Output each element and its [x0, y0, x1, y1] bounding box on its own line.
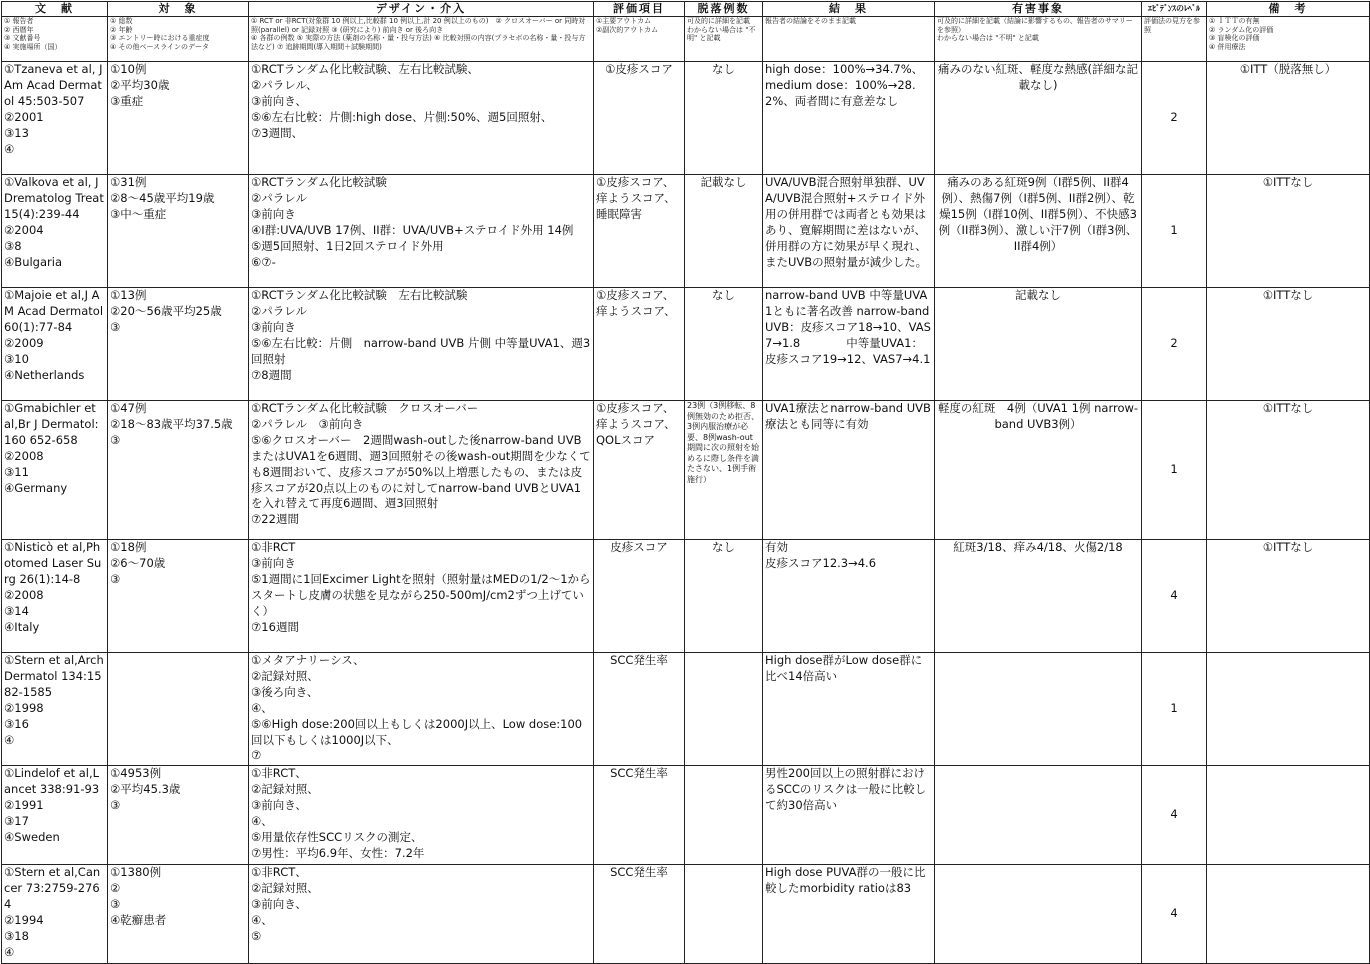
header-design: デザイン・介入	[249, 2, 594, 17]
cell-result: High dose群がLow dose群に比べ14倍高い	[763, 653, 935, 766]
header-dropout: 脱落例数	[685, 2, 763, 17]
cell-adverse: 紅斑3/18、痒み4/18、火傷2/18	[935, 540, 1142, 653]
header-note-evaluation: ①主要アウトカム ②副次的アウトカム	[594, 17, 685, 62]
cell-evidence-level: 4	[1142, 865, 1207, 964]
cell-result: UVA1療法とnarrow-band UVB療法とも同等に有効	[763, 401, 935, 540]
table-row	[2, 540, 1370, 653]
cell-evidence-level: 1	[1142, 653, 1207, 766]
cell-subject: ①18例 ②6～70歳 ③	[108, 540, 249, 653]
header-note-subject: ① 総数 ② 年齢 ③ エントリー時における重症度 ④ その他ベースラインのデータ	[108, 17, 249, 62]
cell-evidence-level: 4	[1142, 540, 1207, 653]
cell-dropout: 記載なし	[685, 175, 763, 288]
cell-reference: ①Nisticò et al,Photomed Laser Surg 26(1):14-8 ②2008 ③14 ④Italy	[2, 540, 108, 653]
cell-evidence-level: 1	[1142, 401, 1207, 540]
cell-dropout	[685, 653, 763, 766]
header-note-row	[2, 17, 1370, 62]
cell-evaluation: SCC発生率	[594, 653, 685, 766]
header-evaluation: 評価項目	[594, 2, 685, 17]
cell-result: high dose：100%→34.7%、 medium dose：100%→28.2%、両者間に有意差なし	[763, 62, 935, 175]
table-row	[2, 653, 1370, 766]
cell-reference: ①Majoie et al,J AM Acad Dermatol 60(1):77-84 ②2009 ③10 ④Netherlands	[2, 288, 108, 401]
cell-adverse: 痛みのない紅斑、軽度な熱感(詳細な記載なし)	[935, 62, 1142, 175]
cell-adverse	[935, 766, 1142, 865]
header-note-adverse: 可及的に詳細を記載（結論に影響するもの、報告者のサマリーを参照） わからない場合は "不明" と記載	[935, 17, 1142, 62]
table-row	[2, 62, 1370, 175]
cell-remarks	[1207, 653, 1370, 766]
table-row	[2, 401, 1370, 540]
cell-dropout: なし	[685, 288, 763, 401]
cell-evaluation: ①皮疹スコア、痒ようスコア、睡眠障害	[594, 175, 685, 288]
cell-design: ①非RCT、 ②記録対照、 ③前向き、 ④、 ⑤	[249, 865, 594, 964]
header-evidence-level: ｴﾋﾞﾃﾞﾝｽのﾚﾍﾞﾙ	[1142, 2, 1207, 17]
cell-remarks: ①ITTなし	[1207, 288, 1370, 401]
cell-reference: ①Tzaneva et al, J Am Acad Dermatol 45:503-507 ②2001 ③13 ④	[2, 62, 108, 175]
header-remarks: 備 考	[1207, 2, 1370, 17]
cell-dropout: 23例（3例移転、8例無効のため拒否、3例内服治療が必要、8例wash-out期間に次の照射を始めるに際し条件を満たさない、1例手術施行）	[685, 401, 763, 540]
cell-evaluation: SCC発生率	[594, 865, 685, 964]
header-note-dropout: 可及的に詳細を記載 わからない場合は "不明" と記載	[685, 17, 763, 62]
cell-subject: ①4953例 ②平均45.3歳 ③	[108, 766, 249, 865]
cell-adverse: 痛みのある紅斑9例（I群5例、II群4例）、熱傷7例（I群5例、II群2例）、乾燥15例（I群10例、II群5例）、不快感3例（II群3例）、激しい汗7例（I群3例、II群4例）	[935, 175, 1142, 288]
cell-subject	[108, 653, 249, 766]
cell-reference: ①Gmabichler et al,Br J Dermatol:160 652-658 ②2008 ③11 ④Germany	[2, 401, 108, 540]
cell-result: UVA/UVB混合照射単独群、UVA/UVB混合照射+ステロイド外用の併用群では両者とも効果はあり、寛解期間に差はないが、併用群の方に効果が早く現れ、またUVBの照射量が減少した。	[763, 175, 935, 288]
table-row	[2, 175, 1370, 288]
cell-subject: ①31例 ②8～45歳平均19歳 ③中～重症	[108, 175, 249, 288]
header-adverse: 有害事象	[935, 2, 1142, 17]
cell-remarks: ①ITTなし	[1207, 401, 1370, 540]
header-note-ref: ① 報告者 ② 西暦年 ③ 文献番号 ④ 実施場所（国）	[2, 17, 108, 62]
cell-reference: ①Lindelof et al,Lancet 338:91-93 ②1991 ③17 ④Sweden	[2, 766, 108, 865]
header-subject: 対 象	[108, 2, 249, 17]
cell-evidence-level: 1	[1142, 175, 1207, 288]
cell-design: ①非RCT ③前向き ⑤1週間に1回Excimer Lightを照射（照射量はMEDの1/2～1からスタートし皮膚の状態を見ながら250-500mJ/cm2ずつ上げていく） ⑦16週間	[249, 540, 594, 653]
table-row	[2, 766, 1370, 865]
cell-design: ①RCTランダム化比較試験、左右比較試験、 ②パラレル、 ③前向き、 ⑤⑥左右比較：片側:high dose、片側:50%、週5回照射、 ⑦3週間、	[249, 62, 594, 175]
header-note-remarks: ① ＩＴＴの有無 ② ランダム化の評価 ③ 盲検化の評価 ④ 併用療法	[1207, 17, 1370, 62]
cell-adverse	[935, 865, 1142, 964]
cell-evaluation: 皮疹スコア	[594, 540, 685, 653]
cell-reference: ①Valkova et al, J Drematolog Treat 15(4):239-44 ②2004 ③8 ④Bulgaria	[2, 175, 108, 288]
table-row	[2, 865, 1370, 964]
cell-design: ①非RCT、 ②記録対照、 ③前向き、 ④、 ⑤用量依存性SCCリスクの測定、 ⑦男性：平均6.9年、女性：7.2年	[249, 766, 594, 865]
cell-evaluation: ①皮疹スコア、痒ようスコア、	[594, 288, 685, 401]
cell-remarks: ①ITTなし	[1207, 540, 1370, 653]
cell-remarks: ①ITT（脱落無し）	[1207, 62, 1370, 175]
cell-dropout: なし	[685, 62, 763, 175]
cell-subject: ①13例 ②20～56歳平均25歳 ③	[108, 288, 249, 401]
cell-design: ①RCTランダム化比較試験 クロスオーバー ②パラレル ③前向き ⑤⑥クロスオーバー 2週間wash-outした後narrow-band UVBまたはUVA1を6週間、週3回照射その後wash-out期間を少なくても8週間おいて、皮疹スコアが50%以上増悪したもの、または皮疹スコアが20点以上のものに対してnarrow-band UVBとUVA1を入れ替えて再度6週間、週3回照射 ⑦22週間	[249, 401, 594, 540]
cell-remarks: ①ITTなし	[1207, 175, 1370, 288]
cell-subject: ①47例 ②18～83歳平均37.5歳 ③	[108, 401, 249, 540]
cell-evidence-level: 2	[1142, 288, 1207, 401]
evidence-table	[1, 1, 1370, 964]
cell-evidence-level: 2	[1142, 62, 1207, 175]
header-title-row	[2, 2, 1370, 17]
cell-adverse: 軽度の紅斑 4例（UVA1 1例 narrow-band UVB3例）	[935, 401, 1142, 540]
cell-evaluation: SCC発生率	[594, 766, 685, 865]
cell-adverse	[935, 653, 1142, 766]
cell-result: 男性200回以上の照射群におけるSCCのリスクは一般に比較して約30倍高い	[763, 766, 935, 865]
cell-dropout	[685, 766, 763, 865]
cell-result: narrow-band UVB 中等量UVA1ともに著名改善 narrow-band UVB：皮疹スコア18→10、VAS7→1.8 中等量UVA1：皮疹スコア19→12、VAS7→4.1	[763, 288, 935, 401]
cell-reference: ①Stern et al,Arch Dermatol 134:1582-1585 ②1998 ③16 ④	[2, 653, 108, 766]
header-result: 結 果	[763, 2, 935, 17]
header-note-evidence-level: 評価法の見方を参照	[1142, 17, 1207, 62]
cell-dropout	[685, 865, 763, 964]
header-ref: 文 献	[2, 2, 108, 17]
cell-design: ①RCTランダム化比較試験 左右比較試験 ②パラレル ③前向き ⑤⑥左右比較：片側 narrow-band UVB 片側 中等量UVA1、週3回照射 ⑦8週間	[249, 288, 594, 401]
cell-result: High dose PUVA群の一般に比較したmorbidity ratioは83	[763, 865, 935, 964]
cell-adverse: 記載なし	[935, 288, 1142, 401]
cell-evaluation: ①皮疹スコア、痒ようスコア、QOLスコア	[594, 401, 685, 540]
cell-subject: ①10例 ②平均30歳 ③重症	[108, 62, 249, 175]
header-note-result: 報告者の結論をそのまま記載	[763, 17, 935, 62]
cell-subject: ①1380例 ② ③ ④乾癬患者	[108, 865, 249, 964]
cell-remarks	[1207, 766, 1370, 865]
cell-reference: ①Stern et al,Cancer 73:2759-2764 ②1994 ③18 ④	[2, 865, 108, 964]
table-row	[2, 288, 1370, 401]
cell-design: ①RCTランダム化比較試験 ②パラレル ③前向き ④I群:UVA/UVB 17例、II群：UVA/UVB+ステロイド外用 14例 ⑤週5回照射、1日2回ステロイド外用 ⑥⑦-	[249, 175, 594, 288]
cell-result: 有効 皮疹スコア12.3→4.6	[763, 540, 935, 653]
cell-evaluation: ①皮疹スコア	[594, 62, 685, 175]
cell-design: ①メタアナリーシス、 ②記録対照、 ③後ろ向き、 ④、 ⑤⑥High dose:200回以上もしくは2000J以上、Low dose:100回以下もしくは1000J以下、 ⑦	[249, 653, 594, 766]
cell-evidence-level: 4	[1142, 766, 1207, 865]
header-note-design: ① RCT or 非RCT(対象群 10 例以上,比較群 10 例以上,計 20 例以上のもの) ② クロスオーバー or 同時対照(parallel) or 記録対照 ③ (研究により) 前向き or 後ろ向き ④ 各群の例数 ⑤ 実際の方法 (薬剤の名称・量・投与方法) ⑥ 比較対照の内容(プラセボの名称・量・投与方法など) ⑦ 追跡期間(導入期間＋試験期間)	[249, 17, 594, 62]
cell-dropout: なし	[685, 540, 763, 653]
cell-remarks	[1207, 865, 1370, 964]
